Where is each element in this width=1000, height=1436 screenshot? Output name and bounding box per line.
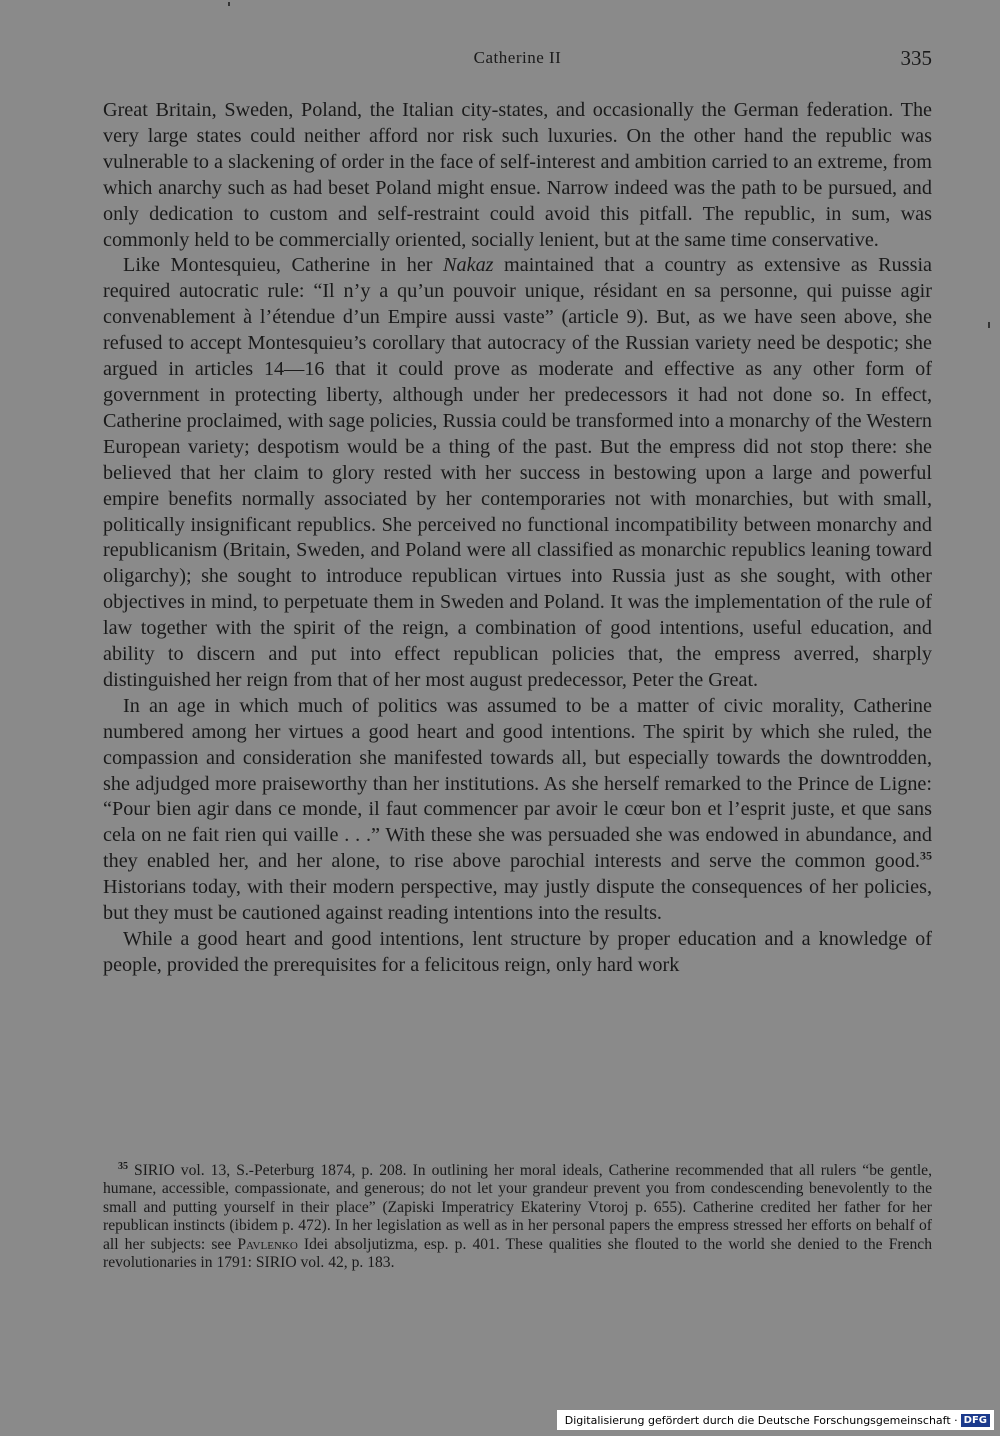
scan-speck — [988, 322, 990, 328]
footnote-text: Idei absoljutizma, esp. p. 401. These qualities she flouted to the world she denied to the French revolutionaries in 1791: SIRIO vol. 42, p. 183. — [103, 1235, 932, 1272]
footnote-number: 35 — [118, 1160, 128, 1172]
paragraph — [103, 927, 932, 979]
digitization-credit-text: Digitalisierung gefördert durch die Deutsche Forschungsgemeinschaft · — [564, 1413, 958, 1427]
scan-speck — [228, 2, 230, 6]
running-title: Catherine II — [473, 48, 562, 67]
paragraph-text: Like Montesquieu, Catherine in her — [123, 254, 444, 277]
footnote — [103, 1162, 932, 1272]
footnote-author: Pavlenko — [237, 1235, 298, 1253]
page-number: 335 — [900, 46, 932, 70]
paragraph-text: While a good heart and good intentions, lent structure by proper education and a knowledge of people, provided the prerequisites for a felicitous reign, only hard work — [103, 928, 932, 976]
paragraph-text: In an age in which much of politics was assumed to be a matter of civic morality, Catherine numbered among her virtues a good heart and good intentions. The spirit by which she ruled, the compassion and consideration she manifested towards all, but especially towards the downtrodden, she adjudged more praiseworthy than her institutions. As she herself remarked to the Prince de Ligne: “Pour bien agir dans ce monde, il faut commencer par avoir le cœur bon et l’esprit juste, et que sans cela on ne fait rien qui vaille . . .” With these she was persuaded she was endowed in abundance, and they enabled her, and her alone, to rise above parochial interests and serve the common good. — [103, 694, 932, 873]
paragraph-text: Great Britain, Sweden, Poland, the Italian city-states, and occasionally the German federation. The very large states could neither afford nor risk such luxuries. On the other hand the republic was vulnerable to a slackening of order in the face of self-interest and ambition carried to an extreme, from which anarchy such as had beset Poland might ensue. Narrow indeed was the path to be pursued, and only dedication to custom and self-restraint could avoid this pitfall. The republic, in sum, was commonly held to be commercially oriented, socially lenient, but at the same time conservative. — [103, 99, 932, 251]
paragraph — [103, 253, 932, 693]
paragraph-text: Historians today, with their modern perspective, may justly dispute the consequences of her policies, but they must be cautioned against reading intentions into the results. — [103, 876, 932, 925]
paragraph-text: maintained that a country as extensive as Russia required autocratic rule: “Il n’y a qu’un pouvoir unique, résidant en sa personne, qui puisse agir convenablement à l’étendue d’un Empire aussi vaste” (article 9). But, as we have seen above, she refused to accept Montesquieu’s corollary that autocracy of the Russian variety need be despotic; she argued in articles 14—16 that it could prove as moderate and effective as any other form of government in protecting liberty, although under her predecessors it had not done so. In effect, Catherine proclaimed, with sage policies, Russia could be transformed into a monarchy of the Western European variety; despotism would be a thing of the past. But the empress did not stop there: she believed that her claim to glory rested with her success in bestowing upon a large and powerful empire benefits normally associated by her contemporaries not with monarchies, but with small, politically insignificant republics. She perceived no functional incompatibility between monarchy and republicanism (Britain, Sweden, and Poland were all classified as monarchic republics leaning toward oligarchy); she sought to introduce republican virtues into Russia just as she sought, with other objectives in mind, to perpetuate them in Sweden and Poland. It was the implementation of the rule of law together with the spirit of the reign, a combination of good intentions, useful education, and ability to discern and put into effect republican policies that, the empress averred, sharply distinguished her reign from that of her most august predecessor, Peter the Great. — [103, 254, 933, 691]
footnotes — [103, 1162, 932, 1272]
paragraph — [103, 98, 932, 253]
paragraph — [103, 694, 932, 927]
digitization-credit-bar — [557, 1410, 994, 1430]
running-head — [103, 46, 932, 76]
footnote-reference: 35 — [920, 848, 932, 863]
nakaz-title: Nakaz — [443, 254, 494, 277]
footnote-text: SIRIO vol. 13, S.-Peterburg 1874, p. 208. In outlining her moral ideals, Catherine recommended that all rulers “be gentle, humane, accessible, compassionate, and generous; do not let your grandeur prevent you from condescending benevolently to the small and putting yourself in their place” (Zapiski Imperatricy Ekateriny Vtoroj p. 655). Catherine credited her father for her republican instincts (ibidem p. 472). In her legislation as well as in her personal papers the empress stressed her efforts on behalf of all her subjects: see — [103, 1162, 932, 1253]
body-text — [103, 98, 932, 979]
dfg-logo: DFG — [961, 1414, 990, 1427]
